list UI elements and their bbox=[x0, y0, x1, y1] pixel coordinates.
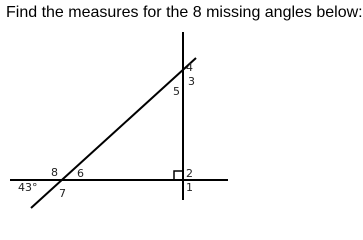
angle-label-2: 2 bbox=[186, 167, 193, 180]
angle-label-8: 8 bbox=[51, 166, 58, 179]
angle-label-6: 6 bbox=[77, 167, 84, 180]
transversal-line bbox=[31, 58, 196, 208]
angle-label-5: 5 bbox=[173, 85, 180, 98]
problem-prompt: Find the measures for the 8 missing angles below: bbox=[6, 4, 363, 21]
right-angle-marker bbox=[174, 171, 183, 180]
angle-label-1: 1 bbox=[186, 181, 193, 194]
angle-label-7: 7 bbox=[59, 187, 66, 200]
angle-label-4: 4 bbox=[186, 61, 193, 74]
angle-label-3: 3 bbox=[188, 75, 195, 88]
given-angle-label: 43° bbox=[18, 181, 38, 194]
